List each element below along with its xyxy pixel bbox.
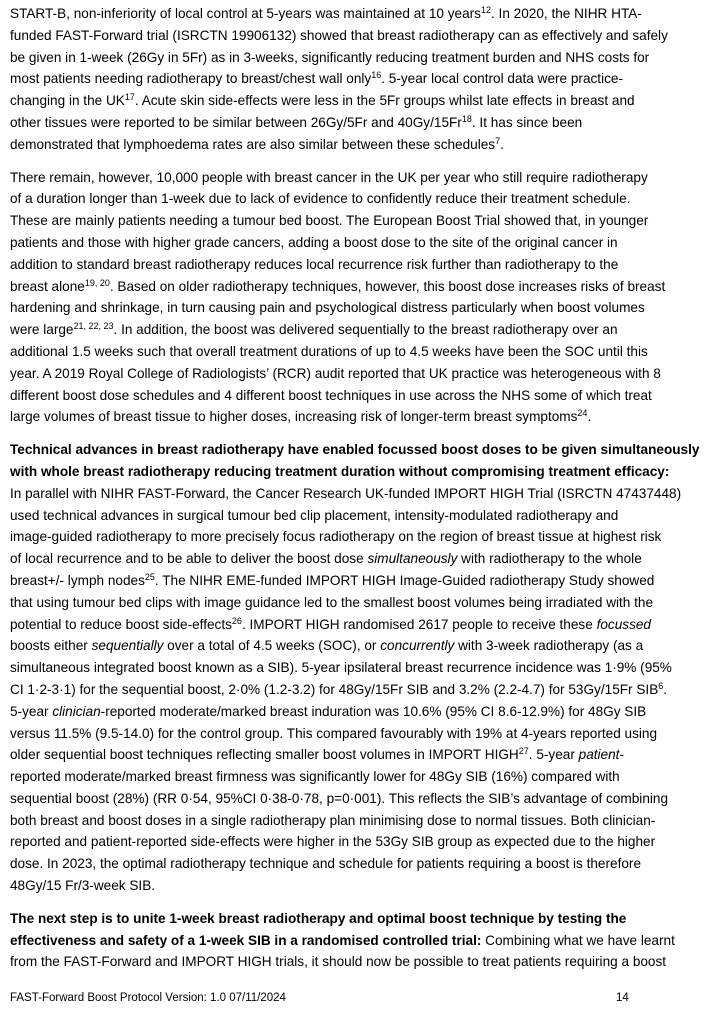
text-run: used technical advances in surgical tumour bed clip placement, intensity-modulated radiotherapy and <box>10 507 619 523</box>
text-run: These are mainly patients needing a tumour bed boost. The European Boost Trial showed that, in younger <box>10 213 649 229</box>
text-run: potential to reduce boost side-effects <box>10 616 232 632</box>
text-run: additional 1.5 weeks such that overall treatment durations of up to 4.5 weeks have been the SOC until this <box>10 343 648 359</box>
document-body <box>10 3 712 984</box>
text-run: 48Gy/15 Fr/3-week SIB. <box>10 878 156 894</box>
text-line <box>10 933 675 948</box>
text-run: . In addition, the boost was delivered sequentially to the breast radiotherapy over an <box>113 322 618 338</box>
text-run: simultaneous integrated boost known as a SIB). 5-year ipsilateral breast recurrence incidence was 1·9% (95% <box>10 660 672 676</box>
text-run: CI 1·2-3·1) for the sequential boost, 2·0% (1.2-3.2) for 48Gy/15Fr SIB and 3.2% (2.2-4.7) for 53Gy/15Fr SIB <box>10 681 659 697</box>
text-line <box>10 726 657 741</box>
text-line <box>10 213 648 228</box>
text-run: year. A 2019 Royal College of Radiologists’ (RCR) audit reported that UK practice was heterogeneous with 8 <box>10 365 661 381</box>
text-run: - <box>619 747 624 763</box>
text-line <box>10 50 649 65</box>
reference-superscript: 6 <box>658 680 664 691</box>
bold-heading-text: with whole breast radiotherapy reducing treatment duration without compromising treatment efficacy: <box>10 463 670 479</box>
text-run: different boost dose schedules and 4 different boost techniques in use across the NHS some of which treat <box>10 387 652 403</box>
text-line <box>10 791 668 806</box>
text-line <box>10 464 669 479</box>
text-run: boosts either <box>10 638 92 654</box>
text-line <box>10 388 652 403</box>
footer-protocol-version: FAST-Forward Boost Protocol Version: 1.0 07/11/2024 <box>10 992 286 1004</box>
text-run: large volumes of breast tissue to higher doses, increasing risk of longer-term breast symptoms <box>10 409 578 425</box>
text-line <box>10 235 618 250</box>
text-line <box>10 170 648 185</box>
text-run: -reported moderate/marked breast induration was 10.6% (95% CI 8.6-12.9%) for 48Gy SIB <box>100 703 647 719</box>
text-line <box>10 813 655 828</box>
text-line <box>10 660 672 675</box>
text-run: of local recurrence and to be able to deliver the boost dose <box>10 551 368 567</box>
text-run: . The NIHR EME-funded IMPORT HIGH Image-Guided radiotherapy Study showed <box>154 572 655 588</box>
text-line <box>10 595 653 610</box>
text-line <box>10 747 624 762</box>
text-run: . It has since been <box>471 114 583 130</box>
text-run: from the FAST-Forward and IMPORT HIGH trials, it should now be possible to treat patients requiring a boost <box>10 954 667 970</box>
text-line <box>10 300 645 315</box>
text-run: breast+/- lymph nodes <box>10 572 145 588</box>
text-run: with 3-week radiotherapy (as a <box>454 638 644 654</box>
text-run: dose. In 2023, the optimal radiotherapy technique and schedule for patients requiring a boost is therefore <box>10 856 642 872</box>
text-line <box>10 442 699 457</box>
italic-text: concurrently <box>380 638 455 654</box>
reference-superscript: 16 <box>371 70 382 81</box>
text-line <box>10 28 668 43</box>
text-run: . <box>500 136 504 152</box>
text-run: There remain, however, 10,000 people with breast cancer in the UK per year who still require radiotherapy <box>10 169 648 185</box>
text-run: most patients needing radiotherapy to breast/chest wall only <box>10 71 372 87</box>
text-run: . <box>663 681 668 697</box>
italic-text: simultaneously <box>367 551 458 567</box>
text-line <box>10 191 630 206</box>
text-line <box>10 769 620 784</box>
text-run: breast alone <box>10 278 85 294</box>
paragraph <box>10 167 712 429</box>
text-line <box>10 834 655 849</box>
bold-heading-text: effectiveness and safety of a 1-week SIB in a randomised controlled trial: <box>10 932 482 948</box>
text-line <box>10 257 618 272</box>
text-line <box>10 682 667 697</box>
text-line <box>10 551 642 566</box>
text-line <box>10 409 591 424</box>
text-line <box>10 486 681 501</box>
text-line <box>10 878 155 893</box>
text-run: that using tumour bed clips with image guidance led to the smallest boost volumes being irradiated with the <box>10 594 654 610</box>
reference-superscript: 26 <box>231 615 242 626</box>
text-line <box>10 638 643 653</box>
text-run: reported moderate/marked breast firmness was significantly lower for 48Gy SIB (16%) compared with <box>10 769 620 785</box>
text-line <box>10 137 504 152</box>
text-line <box>10 856 641 871</box>
text-line <box>10 911 626 926</box>
paragraph <box>10 439 712 897</box>
text-run: . In 2020, the NIHR HTA- <box>490 6 642 21</box>
text-run: funded FAST-Forward trial (ISRCTN 19906132) showed that breast radiotherapy can as effectively and safely <box>10 27 668 43</box>
text-run: START-B, non-inferiority of local control at 5-years was maintained at 10 years <box>10 6 481 21</box>
text-run: . 5-year <box>528 747 579 763</box>
text-run: addition to standard breast radiotherapy reduces local recurrence risk further than radiotherapy to the <box>10 256 619 272</box>
reference-superscript: 25 <box>144 571 155 582</box>
text-run: reported and patient-reported side-effects were higher in the 53Gy SIB group as expected due to the higher <box>10 834 656 850</box>
reference-superscript: 19, 20 <box>84 277 110 288</box>
text-line <box>10 344 648 359</box>
text-run: with radiotherapy to the whole <box>457 551 642 567</box>
text-run: . IMPORT HIGH randomised 2617 people to receive these <box>241 616 597 632</box>
text-run: hardening and shrinkage, in turn causing pain and psychological distress particularly when boost volumes <box>10 300 645 316</box>
text-line <box>10 366 661 381</box>
reference-superscript: 7 <box>495 135 501 146</box>
text-run: changing in the UK <box>10 93 125 109</box>
italic-text: focussed <box>596 616 651 632</box>
text-run: . Acute skin side-effects were less in the 5Fr groups whilst late effects in breast and <box>134 93 635 109</box>
bold-heading-text: Technical advances in breast radiotherapy have enabled focussed boost doses to be given simultaneously <box>10 442 700 458</box>
reference-superscript: 21, 22, 23 <box>73 321 114 332</box>
page-footer <box>10 990 712 1006</box>
text-run: versus 11.5% (9.5-14.0) for the control group. This compared favourably with 19% at 4-years reported using <box>10 725 658 741</box>
reference-superscript: 24 <box>577 408 588 419</box>
text-line <box>10 617 651 632</box>
bold-heading-text: The next step is to unite 1-week breast radiotherapy and optimal boost technique by testing the <box>10 910 627 926</box>
text-run: older sequential boost techniques reflecting smaller boost volumes in IMPORT HIGH <box>10 747 519 763</box>
text-run: In parallel with NIHR FAST-Forward, the Cancer Research UK-funded IMPORT HIGH Trial (ISRCTN 47437448) <box>10 485 682 501</box>
reference-superscript: 17 <box>124 92 135 103</box>
text-line <box>10 93 635 108</box>
text-line <box>10 529 661 544</box>
text-run: . <box>587 409 592 425</box>
text-line <box>10 279 665 294</box>
text-run: 5-year <box>10 703 53 719</box>
italic-text: clinician <box>52 703 101 719</box>
page-number: 14 <box>616 992 629 1004</box>
reference-superscript: 12 <box>480 5 491 15</box>
text-run: sequential boost (28%) (RR 0·54, 95%CI 0·38-0·78, p=0·001). This reflects the SIB’s advantage of combining <box>10 790 669 806</box>
text-run: be given in 1-week (26Gy in 5Fr) as in 3-weeks, significantly reducing treatment burden and NHS costs for <box>10 49 650 65</box>
text-run: patients and those with higher grade cancers, adding a boost dose to the site of the original cancer in <box>10 234 618 250</box>
italic-text: patient <box>578 747 620 763</box>
text-line <box>10 508 618 523</box>
text-line <box>10 115 582 130</box>
text-line <box>10 954 666 969</box>
text-run: over a total of 4.5 weeks (SOC), or <box>163 638 381 654</box>
text-line <box>10 704 646 719</box>
text-run: . 5-year local control data were practice- <box>381 71 623 87</box>
reference-superscript: 18 <box>461 113 472 124</box>
text-line <box>10 6 642 21</box>
text-line <box>10 573 654 588</box>
reference-superscript: 27 <box>518 746 529 757</box>
text-run: were large <box>10 322 74 338</box>
text-run: . Based on older radiotherapy techniques, however, this boost dose increases risks of breast <box>109 278 666 294</box>
italic-text: sequentially <box>91 638 164 654</box>
text-run: demonstrated that lymphoedema rates are also similar between these schedules <box>10 136 496 152</box>
text-run: of a duration longer than 1-week due to lack of evidence to confidently reduce their treatment schedule. <box>10 191 631 207</box>
paragraph <box>10 3 712 156</box>
text-run: other tissues were reported to be similar between 26Gy/5Fr and 40Gy/15Fr <box>10 114 462 130</box>
text-line <box>10 322 618 337</box>
text-run: Combining what we have learnt <box>481 932 675 948</box>
text-run: both breast and boost doses in a single radiotherapy plan minimising dose to normal tissues. Both clinician- <box>10 812 656 828</box>
text-line <box>10 71 623 86</box>
paragraph <box>10 908 712 973</box>
text-run: image-guided radiotherapy to more precisely focus radiotherapy on the region of breast tissue at highest risk <box>10 529 662 545</box>
